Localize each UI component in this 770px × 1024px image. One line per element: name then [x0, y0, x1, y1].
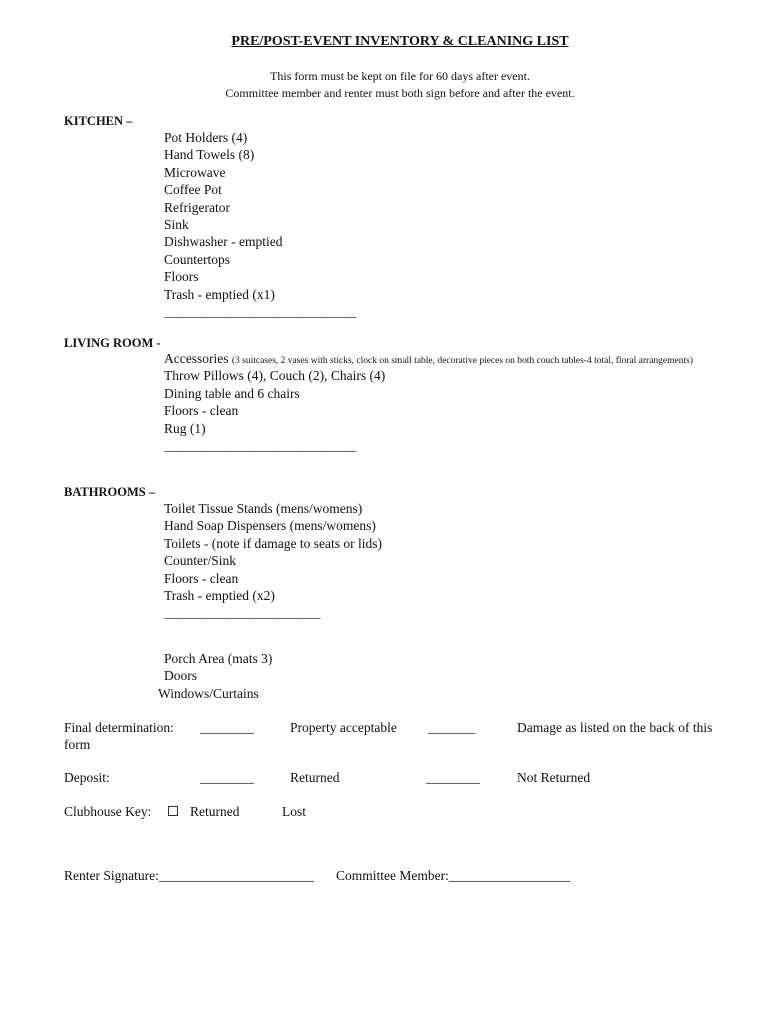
- key-lost-option: Lost: [282, 804, 307, 819]
- list-item: Dining table and 6 chairs: [164, 385, 300, 401]
- key-returned-option: [168, 804, 240, 820]
- accessories-note: (3 suitcases, 2 vases with sticks, clock on small table, decorative pieces on both couch tables-4 total, floral arrangements): [231, 356, 693, 366]
- kitchen-list: [164, 129, 356, 320]
- final-damage-option-cont: form: [64, 737, 91, 752]
- accessories-label: Accessories: [164, 351, 229, 366]
- list-item: Throw Pillows (4), Couch (2), Chairs (4): [164, 368, 386, 384]
- subtitle-line-2: Committee member and renter must both sign before and after the event.: [225, 86, 575, 100]
- list-item: Dishwasher - emptied: [164, 234, 283, 250]
- bathrooms-heading: BATHROOMS –: [64, 485, 156, 499]
- list-item: Countertops: [164, 251, 230, 267]
- doors-item: Doors: [164, 668, 197, 683]
- kitchen-heading: KITCHEN –: [64, 114, 133, 128]
- page-title: PRE/POST-EVENT INVENTORY & CLEANING LIST: [231, 34, 569, 49]
- living-room-heading: LIVING ROOM -: [64, 336, 161, 350]
- list-item: Rug (1): [164, 420, 206, 436]
- kitchen-blank-line[interactable]: ________________________________: [164, 303, 356, 319]
- deposit-label: Deposit:: [64, 770, 110, 785]
- list-item: Sink: [164, 216, 189, 232]
- list-item: Trash - emptied (x1): [164, 286, 275, 302]
- renter-signature-field[interactable]: Renter Signature:_______________________: [64, 868, 315, 883]
- living-room-list: [164, 350, 693, 454]
- windows-item: Windows/Curtains: [158, 686, 259, 701]
- list-item: [164, 350, 693, 367]
- list-item: Hand Towels (8): [164, 147, 255, 163]
- list-item: Floors - clean: [164, 570, 239, 586]
- list-item: Refrigerator: [164, 199, 230, 215]
- porch-item: Porch Area (mats 3): [164, 651, 273, 666]
- list-item: Trash - emptied (x2): [164, 587, 275, 603]
- list-item: Floors: [164, 269, 199, 285]
- final-acceptable-blank[interactable]: ________: [200, 720, 254, 735]
- list-item: Toilet Tissue Stands (mens/womens): [164, 501, 363, 516]
- bathrooms-list: [164, 500, 382, 622]
- clubhouse-key-label: Clubhouse Key:: [64, 804, 152, 819]
- bathrooms-blank-line[interactable]: __________________________: [164, 605, 320, 621]
- list-item: Microwave: [164, 164, 226, 180]
- committee-member-field[interactable]: Committee Member:__________________: [336, 868, 571, 883]
- living-room-blank-line[interactable]: ________________________________: [164, 437, 356, 453]
- deposit-returned-option: Returned: [290, 770, 340, 785]
- list-item: Hand Soap Dispensers (mens/womens): [164, 518, 376, 534]
- final-damage-option: Damage as listed on the back of this: [517, 720, 713, 735]
- deposit-returned-blank[interactable]: ________: [200, 770, 254, 785]
- list-item: Coffee Pot: [164, 182, 222, 198]
- list-item: Pot Holders (4): [164, 130, 248, 145]
- deposit-not-returned-option: Not Returned: [517, 770, 591, 785]
- final-damage-blank[interactable]: _______: [428, 720, 476, 735]
- list-item: Floors - clean: [164, 403, 239, 419]
- deposit-not-returned-blank[interactable]: ________: [426, 770, 480, 785]
- key-returned-checkbox[interactable]: [168, 806, 178, 816]
- subtitle-line-1: This form must be kept on file for 60 days after event.: [270, 69, 530, 83]
- final-determination-label: Final determination:: [64, 720, 174, 735]
- list-item: Toilets - (note if damage to seats or lids): [164, 535, 382, 551]
- key-returned-label: Returned: [190, 804, 240, 819]
- list-item: Counter/Sink: [164, 553, 237, 569]
- final-acceptable-option: Property acceptable: [290, 720, 397, 735]
